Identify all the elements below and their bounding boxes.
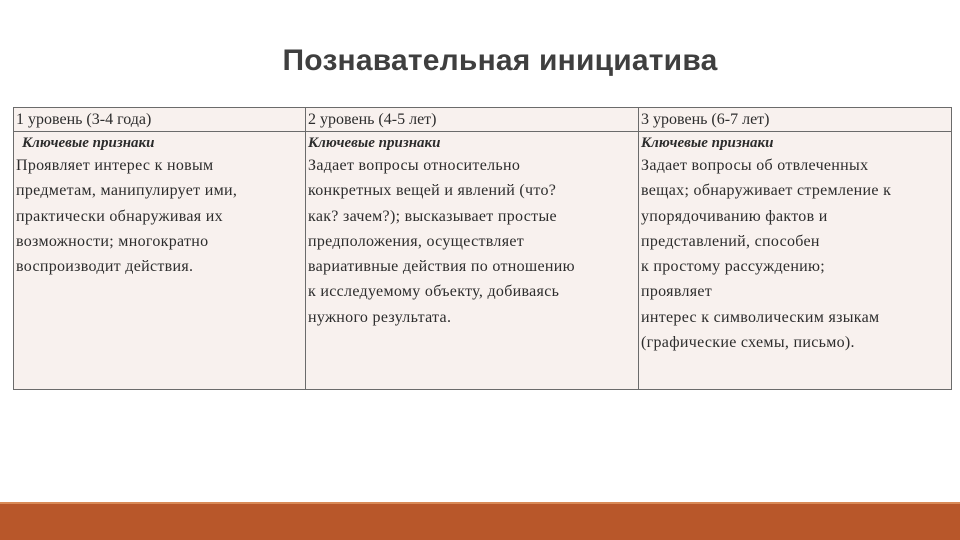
description-line: проявляет (641, 283, 713, 301)
header-level-1: 1 уровень (3-4 года) (14, 108, 306, 132)
key-signs-label: Ключевые признаки (22, 135, 155, 151)
level-1-cell (14, 132, 306, 390)
description-line: интерес к символическим языкам (641, 308, 880, 326)
description-line: вещах; обнаруживает стремление к (641, 182, 892, 200)
description-line: вариативные действия по отношению (308, 258, 575, 276)
description-line: упорядочиванию фактов и (641, 207, 828, 225)
description-line: Задает вопросы об отвлеченных (641, 157, 869, 174)
description-line: к исследуемому объекту, добиваясь (308, 283, 560, 301)
description-line: конкретных вещей и явлений (что? (308, 182, 557, 200)
level-3-cell (639, 132, 952, 390)
description-line: практически обнаруживая их (16, 207, 223, 225)
description-line: возможности; многократно (16, 232, 209, 250)
description-line: Задает вопросы относительно (308, 157, 521, 174)
level-2-cell (306, 132, 639, 390)
description-line: (графические схемы, письмо). (641, 334, 855, 352)
description-line: предметам, манипулирует ими, (16, 182, 238, 200)
header-level-3: 3 уровень (6-7 лет) (639, 108, 952, 132)
description-line: предположения, осуществляет (308, 232, 525, 250)
footer-bar (0, 502, 960, 540)
key-signs-label: Ключевые признаки (308, 135, 441, 151)
header-level-2: 2 уровень (4-5 лет) (306, 108, 639, 132)
levels-table (13, 107, 952, 390)
description-line: нужного результата. (308, 308, 452, 326)
table-row (14, 132, 952, 390)
description-line: представлений, способен (641, 232, 820, 250)
description-line: воспроизводит действия. (16, 258, 194, 276)
slide-title: Познавательная инициатива (282, 44, 718, 77)
description-line: как? зачем?); высказывает простые (308, 207, 557, 225)
description-line: Проявляет интерес к новым (16, 157, 214, 174)
key-signs-label: Ключевые признаки (641, 135, 774, 151)
table-header-row (14, 108, 952, 132)
description-line: к простому рассуждению; (641, 258, 826, 276)
